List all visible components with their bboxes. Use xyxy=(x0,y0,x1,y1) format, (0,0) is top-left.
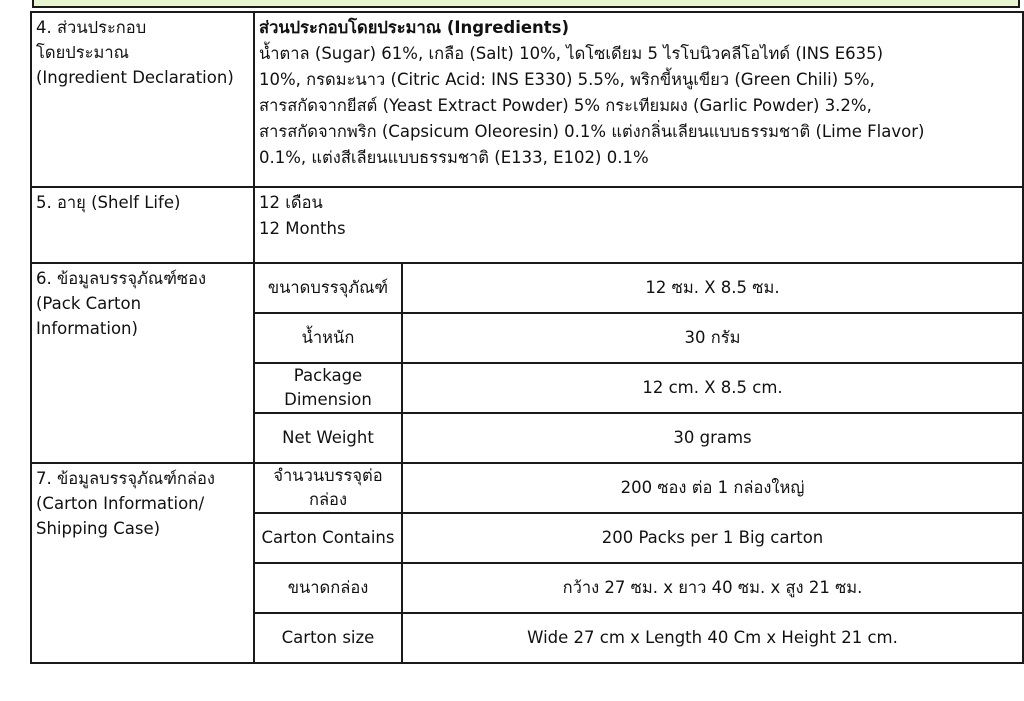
product-spec-table xyxy=(30,11,1024,664)
pack-key-line: Package xyxy=(293,366,363,385)
pack-value: 12 ซม. X 8.5 ซม. xyxy=(402,263,1023,313)
carton-label-line: (Carton Information/ xyxy=(36,494,205,513)
pack-value: 30 กรัม xyxy=(402,313,1023,363)
carton-key: Carton size xyxy=(254,613,402,663)
ingredients-label-line: โดยประมาณ xyxy=(36,43,129,62)
pack-key-line: Dimension xyxy=(284,390,372,409)
ingredients-line: 10%, กรดมะนาว (Citric Acid: INS E330) 5.5%, พริกขี้หนูเขียว (Green Chili) 5%, xyxy=(259,70,875,89)
ingredients-line: น้ำตาล (Sugar) 61%, เกลือ (Salt) 10%, ไดโซเดียม 5 ไรโบนิวคลีโอไทด์ (INS E635) xyxy=(259,44,884,63)
carton-key-line: จำนวนบรรจุต่อ xyxy=(273,466,383,485)
carton-key: Carton Contains xyxy=(254,513,402,563)
pack-key: น้ำหนัก xyxy=(254,313,402,363)
pack-label-line: Information) xyxy=(36,319,138,338)
header-strip xyxy=(32,0,1020,8)
carton-key-line: กล่อง xyxy=(308,490,348,509)
carton-value: 200 Packs per 1 Big carton xyxy=(402,513,1023,563)
shelf-life-content xyxy=(254,187,1023,263)
ingredients-label-line: 4. ส่วนประกอบ xyxy=(36,18,147,37)
carton-value: กว้าง 27 ซม. x ยาว 40 ซม. x สูง 21 ซม. xyxy=(402,563,1023,613)
pack-carton-label xyxy=(31,263,254,463)
ingredients-content xyxy=(254,12,1023,187)
ingredients-label-line: (Ingredient Declaration) xyxy=(36,68,234,87)
ingredients-label xyxy=(31,12,254,187)
pack-value: 30 grams xyxy=(402,413,1023,463)
carton-label-line: 7. ข้อมูลบรรจุภัณฑ์กล่อง xyxy=(36,469,215,488)
ingredients-line: สารสกัดจากพริก (Capsicum Oleoresin) 0.1% แต่งกลิ่นเลียนแบบธรรมชาติ (Lime Flavor) xyxy=(259,122,925,141)
carton-value: 200 ซอง ต่อ 1 กล่องใหญ่ xyxy=(402,463,1023,513)
carton-key xyxy=(254,463,402,513)
carton-label-line: Shipping Case) xyxy=(36,519,161,538)
pack-label-line: 6. ข้อมูลบรรจุภัณฑ์ซอง xyxy=(36,269,207,288)
shelf-life-thai: 12 เดือน xyxy=(259,193,323,212)
ingredients-line: สารสกัดจากยีสต์ (Yeast Extract Powder) 5% กระเทียมผง (Garlic Powder) 3.2%, xyxy=(259,96,872,115)
ingredients-heading: ส่วนประกอบโดยประมาณ (Ingredients) xyxy=(259,18,570,37)
pack-key: ขนาดบรรจุภัณฑ์ xyxy=(254,263,402,313)
shelf-life-row xyxy=(31,187,1023,263)
pack-key xyxy=(254,363,402,413)
pack-value: 12 cm. X 8.5 cm. xyxy=(402,363,1023,413)
carton-label xyxy=(31,463,254,663)
pack-row-1 xyxy=(31,263,1023,313)
pack-label-line: (Pack Carton xyxy=(36,294,142,313)
carton-row-1 xyxy=(31,463,1023,513)
shelf-life-en: 12 Months xyxy=(259,219,346,238)
carton-key: ขนาดกล่อง xyxy=(254,563,402,613)
shelf-life-label: 5. อายุ (Shelf Life) xyxy=(31,187,254,263)
ingredients-row xyxy=(31,12,1023,187)
ingredients-line: 0.1%, แต่งสีเลียนแบบธรรมชาติ (E133, E102) 0.1% xyxy=(259,148,649,167)
pack-key: Net Weight xyxy=(254,413,402,463)
carton-value: Wide 27 cm x Length 40 Cm x Height 21 cm. xyxy=(402,613,1023,663)
